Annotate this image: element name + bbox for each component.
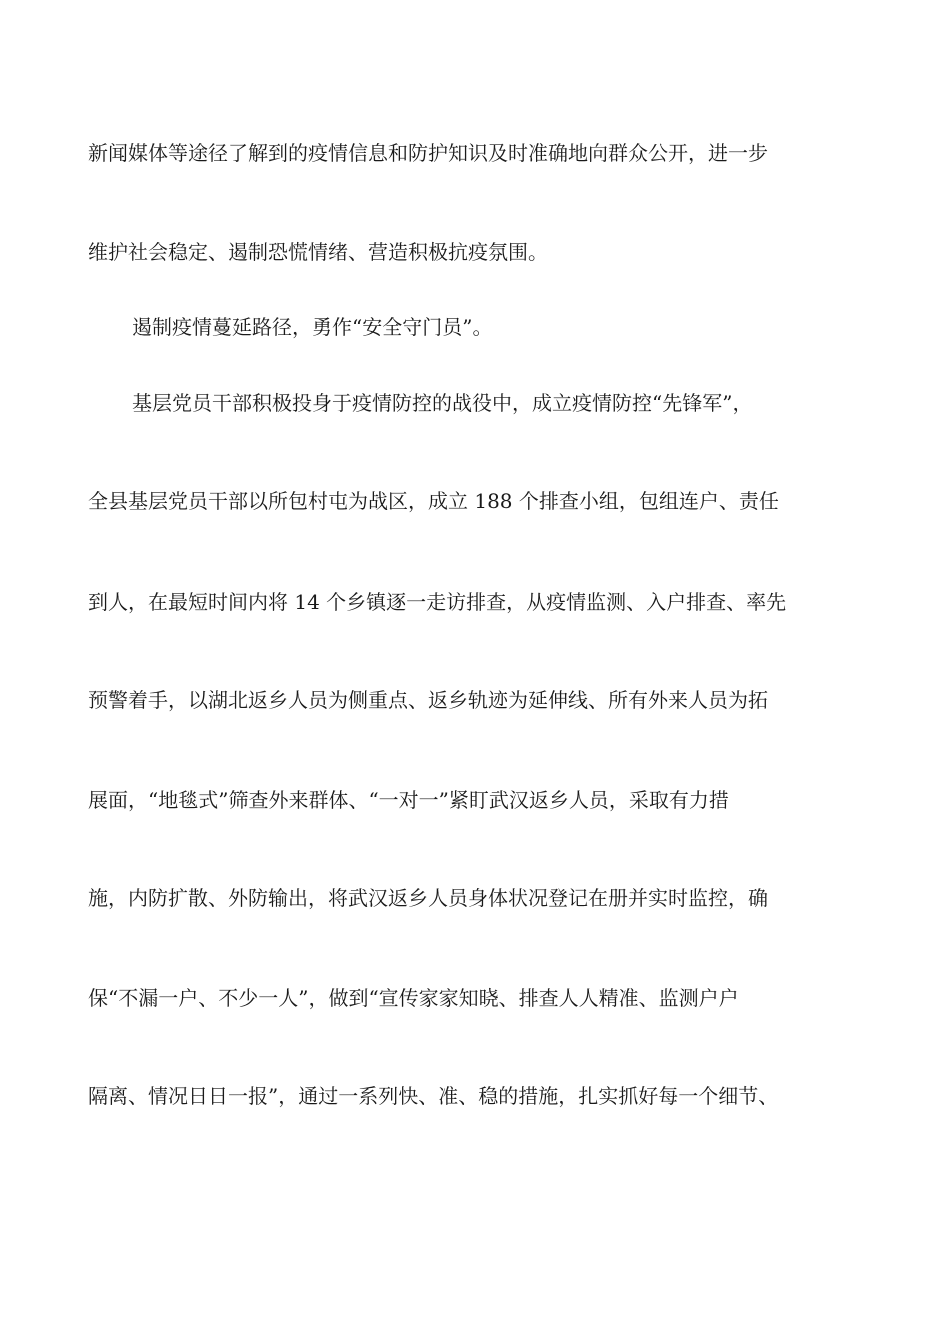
paragraph-start-line: 基层党员干部积极投身于疫情防控的战役中，成立疫情防控“先锋军”， xyxy=(132,391,753,415)
text-line-10: 保“不漏一户、不少一人”，做到“宣传家家知晓、排查人人精准、监测户户 xyxy=(88,986,739,1010)
text-line-5: 全县基层党员干部以所包村屯为战区，成立 188 个排查小组，包组连户、责任 xyxy=(88,489,779,513)
text-line-2: 维护社会稳定、遏制恐慌情绪、营造积极抗疫氛围。 xyxy=(88,240,548,264)
text-line-9: 施，内防扩散、外防输出，将武汉返乡人员身体状况登记在册并实时监控，确 xyxy=(88,886,768,910)
text-line-7: 预警着手，以湖北返乡人员为侧重点、返乡轨迹为延伸线、所有外来人员为拓 xyxy=(88,688,768,712)
text-line-8: 展面，“地毯式”筛查外来群体、“一对一”紧盯武汉返乡人员，采取有力措 xyxy=(88,788,729,812)
text-line-11: 隔离、情况日日一报”，通过一系列快、准、稳的措施，扎实抓好每一个细节、 xyxy=(88,1084,779,1108)
text-line-6: 到人，在最短时间内将 14 个乡镇逐一走访排查，从疫情监测、入户排查、率先 xyxy=(88,590,787,614)
heading-line: 遏制疫情蔓延路径，勇作“安全守门员”。 xyxy=(132,315,493,339)
text-line-1: 新闻媒体等途径了解到的疫情信息和防护知识及时准确地向群众公开，进一步 xyxy=(88,141,768,165)
